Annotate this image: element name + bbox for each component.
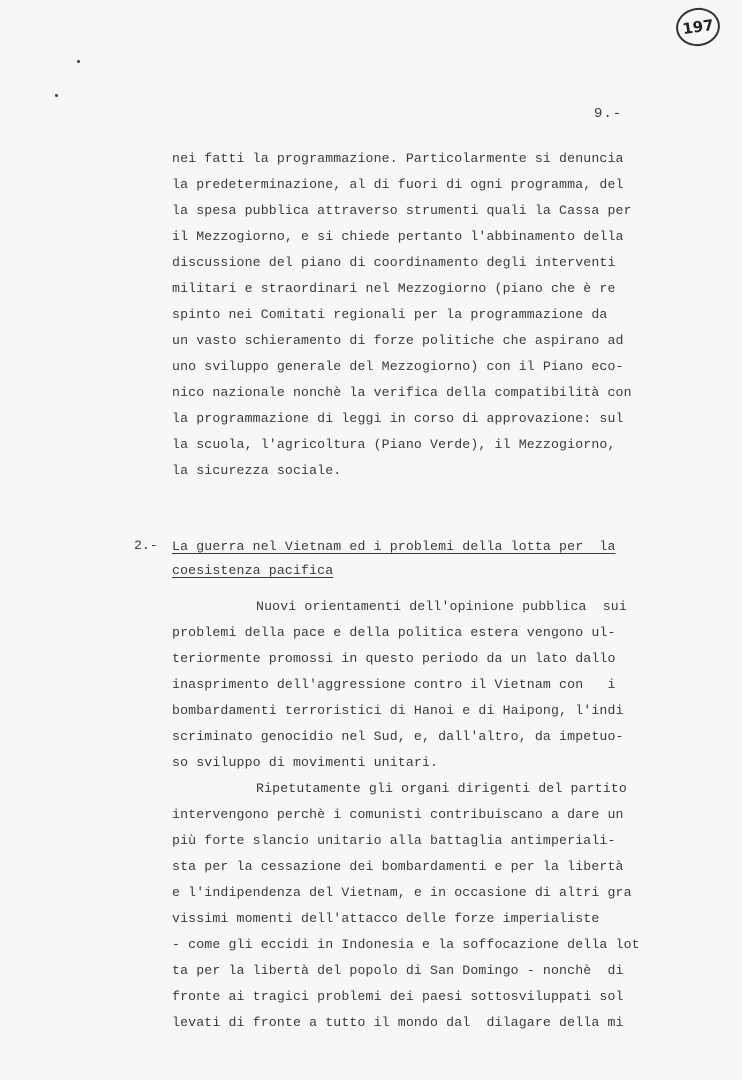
text-line: levati di fronte a tutto il mondo dal dilagare della mi [172, 1015, 624, 1030]
text-line: intervengono perchè i comunisti contribuiscano a dare un [172, 807, 624, 822]
text-line: vissimi momenti dell'attacco delle forze imperialiste [172, 911, 600, 926]
text-line: e l'indipendenza del Vietnam, e in occasione di altri gra [172, 885, 632, 900]
text-line: la programmazione di leggi in corso di approvazione: sul [172, 411, 624, 426]
text-line: discussione del piano di coordinamento degli interventi [172, 255, 616, 270]
text-line: so sviluppo di movimenti unitari. [172, 755, 439, 770]
ink-speck [77, 60, 80, 63]
text-line: la spesa pubblica attraverso strumenti quali la Cassa per [172, 203, 632, 218]
text-line: spinto nei Comitati regionali per la programmazione da [172, 307, 608, 322]
text-line: ta per la libertà del popolo di San Domingo - nonchè di [172, 963, 624, 978]
section-title: La guerra nel Vietnam ed i problemi della lotta per la [172, 539, 616, 554]
text-line: problemi della pace e della politica estera vengono ul- [172, 625, 616, 640]
text-line: sta per la cessazione dei bombardamenti e per la libertà [172, 859, 624, 874]
text-line: il Mezzogiorno, e si chiede pertanto l'abbinamento della [172, 229, 624, 244]
text-line: fronte ai tragici problemi dei paesi sottosviluppati sol [172, 989, 624, 1004]
text-line: - come gli eccidi in Indonesia e la soffocazione della lot [172, 937, 640, 952]
text-line: più forte slancio unitario alla battaglia antimperiali- [172, 833, 616, 848]
page-number: 9.- [594, 106, 623, 122]
section-title: coesistenza pacifica [172, 563, 334, 578]
text-line: uno sviluppo generale del Mezzogiorno) con il Piano eco- [172, 359, 624, 374]
text-line: la predeterminazione, al di fuori di ogni programma, del [172, 177, 624, 192]
text-line: Ripetutamente gli organi dirigenti del partito [256, 781, 627, 796]
text-line: militari e straordinari nel Mezzogiorno (piano che è re [172, 281, 616, 296]
text-line: nei fatti la programmazione. Particolarmente si denuncia [172, 151, 624, 166]
text-line: inasprimento dell'aggressione contro il Vietnam con i [172, 677, 616, 692]
text-line: scriminato genocidio nel Sud, e, dall'altro, da impetuo- [172, 729, 624, 744]
text-line: nico nazionale nonchè la verifica della compatibilità con [172, 385, 632, 400]
archive-stamp: 197 [674, 5, 723, 49]
text-line: la sicurezza sociale. [172, 463, 342, 478]
text-line: bombardamenti terroristici di Hanoi e di Haipong, l'indi [172, 703, 624, 718]
text-line: un vasto schieramento di forze politiche che aspirano ad [172, 333, 624, 348]
text-line: la scuola, l'agricoltura (Piano Verde), il Mezzogiorno, [172, 437, 616, 452]
ink-speck [55, 94, 58, 97]
text-line: Nuovi orientamenti dell'opinione pubblica sui [256, 599, 627, 614]
text-line: teriormente promossi in questo periodo da un lato dallo [172, 651, 616, 666]
section-number: 2.- [134, 538, 158, 553]
